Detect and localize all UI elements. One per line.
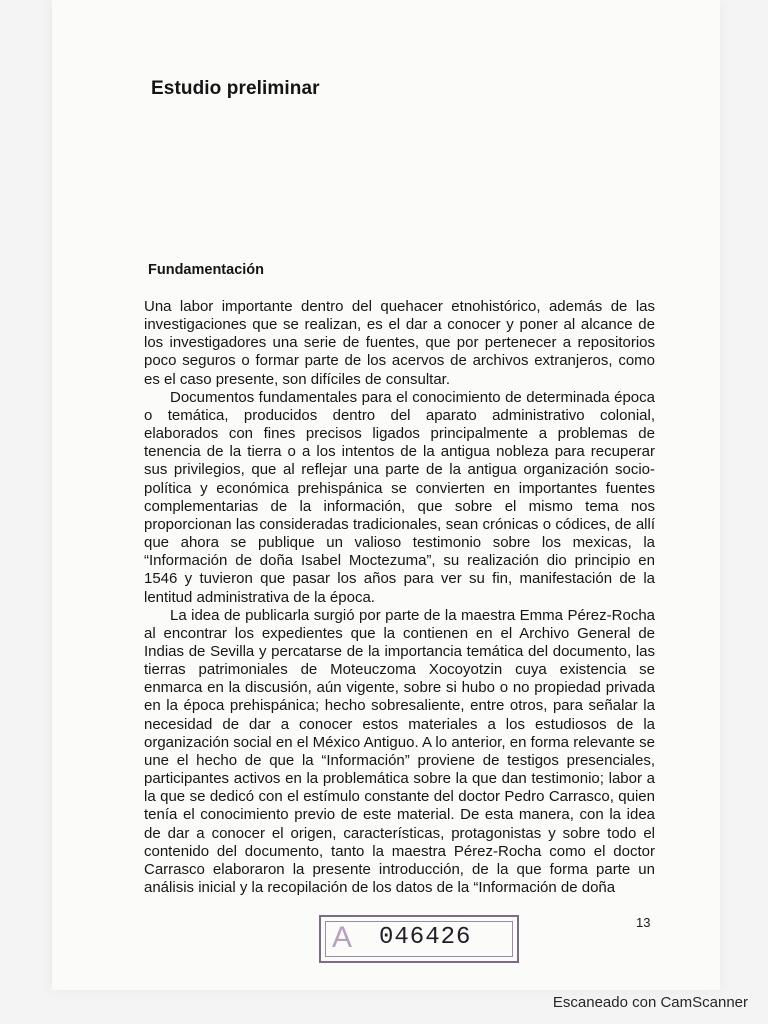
section-heading: Fundamentación <box>148 262 265 278</box>
page-title: Estudio preliminar <box>151 78 320 99</box>
camscanner-watermark: Escaneado con CamScanner <box>552 994 748 1011</box>
stamp-letter: A <box>332 921 353 954</box>
paragraph-2: Documentos fundamentales para el conocimiento de determinada época o temática, producidos dentro del aparato administrativo colonial, elaborados con fines precisos ligados principalmente a problemas de tenencia de la tierra o a los intentos de la antigua nobleza para recuperar sus privilegios, que al reflejar una parte de la antigua organización socio-política y económica prehispánica se convierten en importantes fuentes complementarias de la información, que sobre el mismo tema nos proporcionan las consideradas tradicionales, sean crónicas o códices, de allí que ahora se publique un valioso testimonio sobre los mexicas, la “Información de doña Isabel Moctezuma”, su realización dio principio en 1546 y tuvieron que pasar los años para ver su fin, manifestación de la lentitud administrativa de la época. <box>144 388 655 606</box>
page-number: 13 <box>636 915 651 930</box>
body-text <box>144 298 655 897</box>
paragraph-3: La idea de publicarla surgió por parte de la maestra Emma Pérez-Rocha al encontrar los expedientes que la contienen en el Archivo General de Indias de Sevilla y percatarse de la importancia temática del documento, las tierras patrimoniales de Moteuczoma Xocoyotzin cuya existencia se enmarca en la discusión, aún vigente, sobre si hubo o no propiedad privada en la época prehispánica; hecho sobresaliente, entre otros, para señalar la necesidad de dar a conocer estos materiales a los estudiosos de la organización social en el México Antiguo. A lo anterior, en forma relevante se une el hecho de que la “Información” proviene de testigos presenciales, participantes activos en la problemática sobre la que dan testimonio; labor a la que se dedicó con el estímulo constante del doctor Pedro Carrasco, quien tenía el conocimiento previo de este material. De esta manera, con la idea de dar a conocer el origen, características, protagonistas y sobre todo el contenido del documento, tanto la maestra Pérez-Rocha como el doctor Carrasco elaboraron la presente introducción, de la que forma parte un análisis inicial y la recopilación de los datos de la “Información de doña <box>144 606 655 896</box>
stamp-number: 046426 <box>379 924 472 951</box>
paragraph-1: Una labor importante dentro del quehacer etnohistórico, además de las investigaciones que se realizan, es el dar a conocer y poner al alcance de los investigadores una serie de fuentes, que por pertenecer a repositorios poco seguros o formar parte de los acervos de archivos extranjeros, como es el caso presente, son difíciles de consultar. <box>144 298 655 388</box>
archive-stamp <box>319 915 519 963</box>
